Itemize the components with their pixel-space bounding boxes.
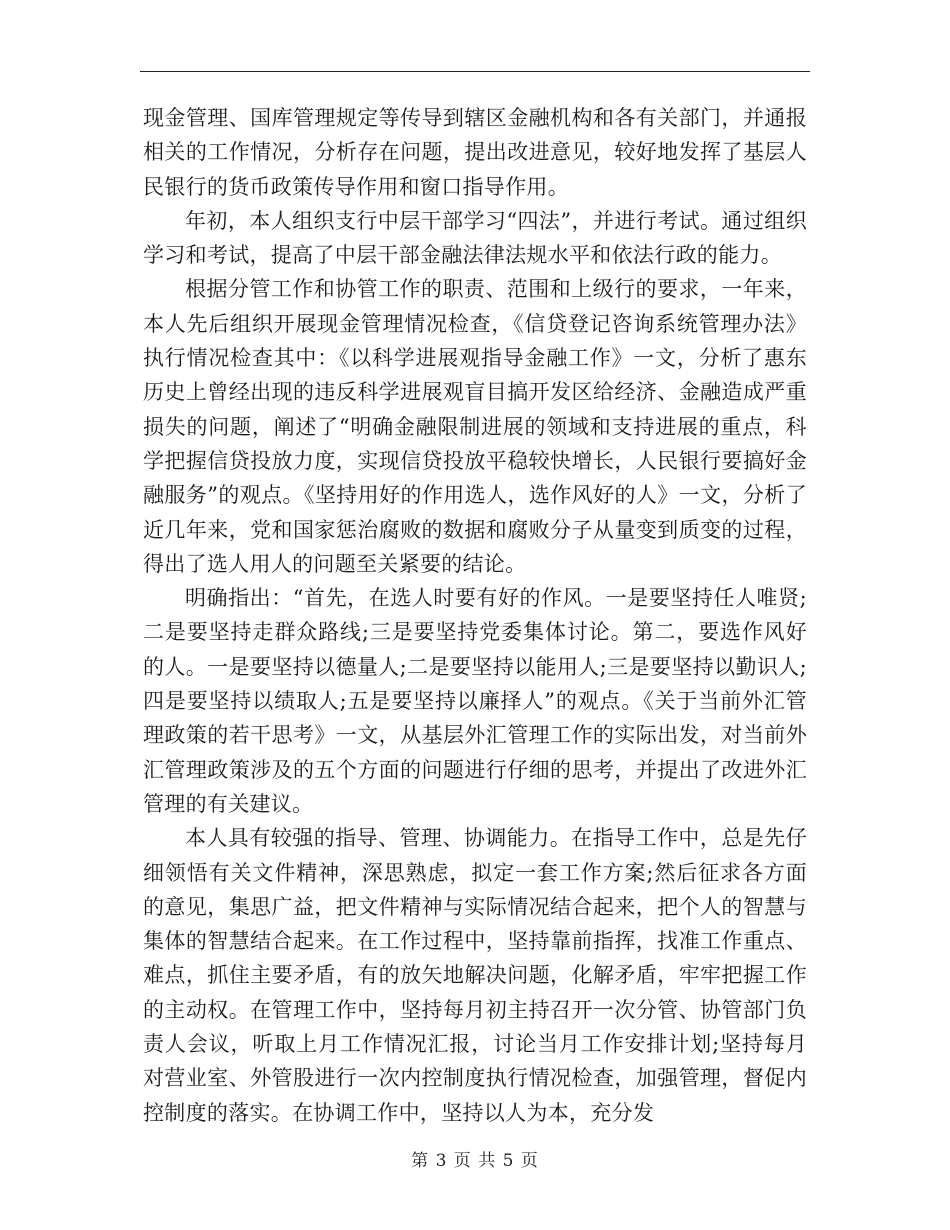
paragraph-study-four-laws: 年初，本人组织支行中层干部学习“四法”，并进行考试。通过组织学习和考试，提高了中层干部金融法律法规水平和依法行政的能力。 xyxy=(143,208,807,268)
page-number-footer: 第 3 页 共 5 页 xyxy=(411,1151,539,1171)
paragraph-management-abilities: 本人具有较强的指导、管理、协调能力。在指导工作中，总是先仔细领悟有关文件精神，深思熟虑，拟定一套工作方案;然后征求各方面的意见，集思广益，把文件精神与实际情况结合起来，把个人的智慧与集体的智慧结合起来。在工作过程中，坚持靠前指挥，找准工作重点、难点，抓住主要矛盾，有的放矢地解决问题，化解矛盾，牢牢把握工作的主动权。在管理工作中，坚持每月初主持召开一次分管、协管部门负责人会议，听取上月工作情况汇报，讨论当月工作安排计划;坚持每月对营业室、外管股进行一次内控制度执行情况检查，加强管理，督促内控制度的落实。在协调工作中，坚持以人为本，充分发 xyxy=(143,826,807,1125)
paragraph-continuation: 现金管理、国库管理规定等传导到辖区金融机构和各有关部门，并通报相关的工作情况，分析存在问题，提出改进意见，较好地发挥了基层人民银行的货币政策传导作用和窗口指导作用。 xyxy=(143,106,807,199)
document-body xyxy=(143,101,807,1130)
paragraph-selection-principles: 明确指出：“首先，在选人时要有好的作风。一是要坚持任人唯贤;二是要坚持走群众路线;三是要坚持党委集体讨论。第二，要选作风好的人。一是要坚持以德量人;二是要坚持以能用人;三是要坚持以勤识人;四是要坚持以绩取人;五是要坚持以廉择人”的观点。《关于当前外汇管理政策的若干思考》一文，从基层外汇管理工作的实际出发，对当前外汇管理政策涉及的五个方面的问题进行仔细的思考，并提出了改进外汇管理的有关建议。 xyxy=(143,586,807,816)
header-rule xyxy=(140,71,810,72)
paragraph-inspections-articles: 根据分管工作和协管工作的职责、范围和上级行的要求，一年来，本人先后组织开展现金管理情况检查，《信贷登记咨询系统管理办法》执行情况检查其中：《以科学进展观指导金融工作》一文，分析了惠东历史上曾经出现的违反科学进展观盲目搞开发区给经济、金融造成严重损失的问题，阐述了“明确金融限制进展的领域和支持进展的重点，科学把握信贷投放力度，实现信贷投放平稳较快增长，人民银行要搞好金融服务”的观点。《坚持用好的作用选人，选作风好的人》一文，分析了近几年来，党和国家惩治腐败的数据和腐败分子从量变到质变的过程，得出了选人用人的问题至关紧要的结论。 xyxy=(143,277,807,576)
